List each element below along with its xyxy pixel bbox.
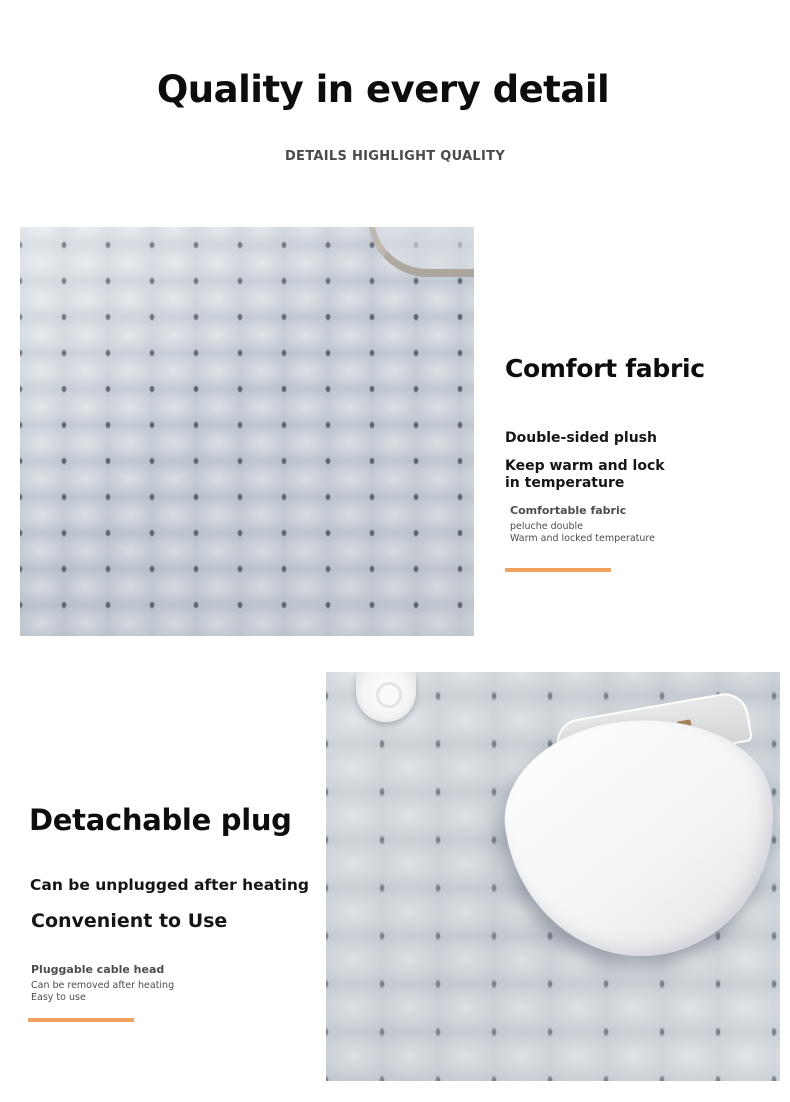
plug-line-1: Can be unplugged after heating <box>30 876 309 894</box>
detachable-plug-block <box>29 803 319 1003</box>
detachable-plug-photo <box>326 672 780 1081</box>
comfort-fabric-heading: Comfort fabric <box>505 354 705 383</box>
comfort-tiny-1: peluche double <box>510 521 584 532</box>
comfort-line-2a: Keep warm and lock <box>505 458 665 474</box>
control-knob <box>356 672 416 722</box>
plug-line-2: Convenient to Use <box>31 910 228 932</box>
plug-tiny-2: Easy to use <box>31 992 86 1003</box>
comfort-small-title: Comfortable fabric <box>510 504 627 517</box>
comfort-accent-bar <box>505 568 611 572</box>
page-title: Quality in every detail <box>156 68 610 111</box>
plug-accent-bar <box>28 1018 134 1022</box>
plug-small-title: Pluggable cable head <box>31 963 165 976</box>
detachable-plug-heading: Detachable plug <box>29 803 292 837</box>
comfort-line-2b: in temperature <box>505 475 625 491</box>
plug-tiny-1: Can be removed after heating <box>31 980 175 991</box>
comfort-fabric-block <box>505 354 775 544</box>
fabric-sheen <box>20 227 474 636</box>
plush-fabric-photo <box>20 227 474 636</box>
page-subtitle: DETAILS HIGHLIGHT QUALITY <box>284 149 506 164</box>
comfort-tiny-2: Warm and locked temperature <box>510 533 655 544</box>
comfort-line-1: Double-sided plush <box>505 430 657 446</box>
